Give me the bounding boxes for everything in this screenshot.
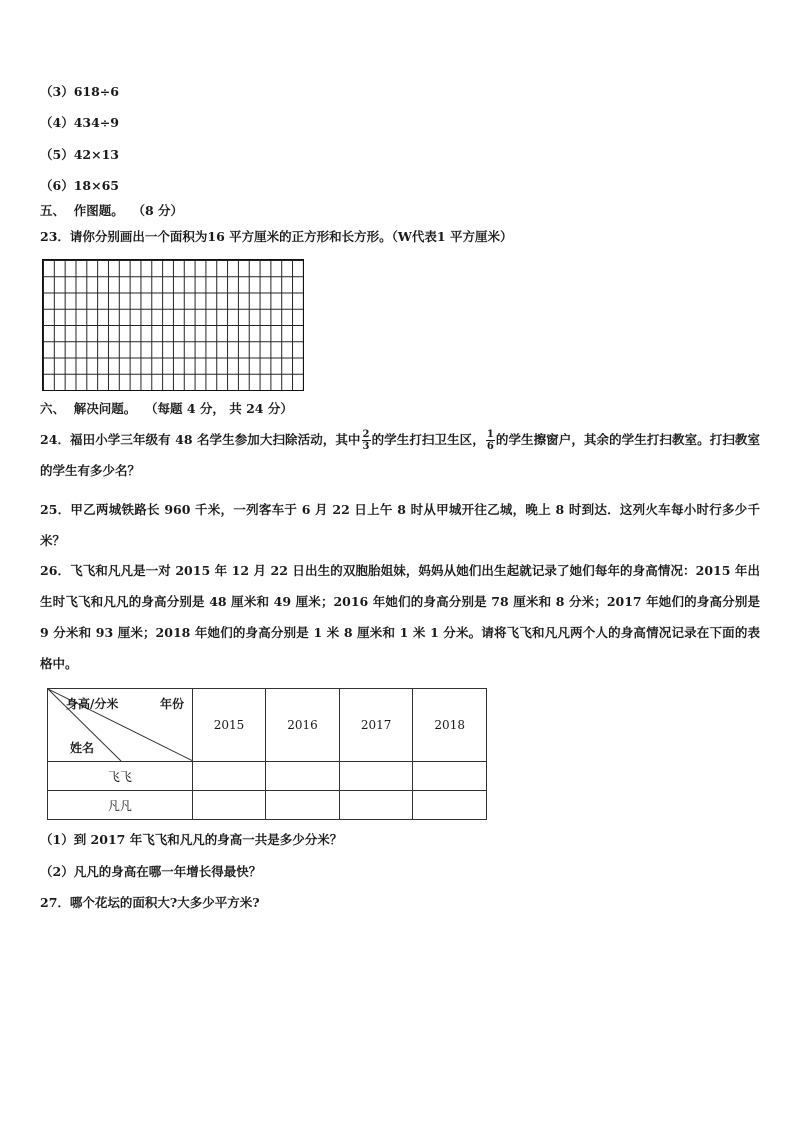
section-heading: 六、 解决问题。 （每题 4 分， 共 24 分） [40,401,293,416]
blank-cell[interactable] [339,791,413,820]
question-27: 27．哪个花坛的面积大?大多少平方米? [40,895,260,910]
year-header: 2015 [192,689,266,762]
blank-cell[interactable] [339,762,413,791]
row-name: 凡凡 [48,791,193,820]
year-header: 2016 [266,689,340,762]
section-heading: 五、 作图题。 （8 分） [40,203,184,218]
name-label: 姓名 [70,741,95,755]
calc-item: （3）618÷6 [40,84,119,99]
question-24: 24．福田小学三年级有 48 名学生参加大扫除活动，其中 $\frac{2}{3}$ 的学生打扫卫生区， $\frac{1}{6}$ 的学生擦窗户，其余的学生打扫教室。打扫教室的学生有多少名？ [40,429,760,478]
year-header: 2018 [413,689,487,762]
question-26: 26．飞飞和凡凡是一对 2015 年 12 月 22 日出生的双胞胎姐妹，妈妈从她们出生起就记录了她们每年的身高情况：2015 年出生时飞飞和凡凡的身高分别是 48 厘米和 49 厘米；2016 年她们的身高分别是 78 厘米和 8 分米；2017 年她们的身高分别是 9 分米和 93 厘米；2018 年她们的身高分别是 1 米 8 厘米和 1 米 1 分米。请将飞飞和凡凡两个人的身高情况记录在下面的表格中。 [40,563,760,671]
question-25: 25．甲乙两城铁路长 960 千米，一列客车于 6 月 22 日上午 8 时从甲城开往乙城，晚上 8 时到达．这列火车每小时行多少千米？ [40,502,760,548]
blank-cell[interactable] [192,791,266,820]
year-label: 年份 [160,697,185,711]
unit-label: 身高/分米 [66,697,119,711]
row-name: 飞飞 [48,762,193,791]
question-26-sub1: （1）到 2017 年飞飞和凡凡的身高一共是多少分米？ [40,832,343,847]
table-row [48,762,487,791]
calc-item: （4）434÷9 [40,115,119,130]
drawing-grid[interactable] [42,259,304,391]
blank-cell[interactable] [413,762,487,791]
blank-cell[interactable] [266,791,340,820]
blank-cell[interactable] [266,762,340,791]
calc-item: （6）18×65 [40,178,119,193]
year-header: 2017 [339,689,413,762]
height-table [47,688,487,820]
fraction: $\frac{1}{6}$ [486,429,494,452]
table-row [48,791,487,820]
fraction: $\frac{2}{3}$ [362,429,370,452]
calc-item: （5）42×13 [40,147,119,162]
question-26-sub2: （2）凡凡的身高在哪一年增长得最快？ [40,864,262,879]
blank-cell[interactable] [413,791,487,820]
blank-cell[interactable] [192,762,266,791]
table-header-diagonal [48,689,193,762]
question-23: 23．请你分别画出一个面积为16 平方厘米的正方形和长方形。（W代表1 平方厘米） [40,229,513,244]
